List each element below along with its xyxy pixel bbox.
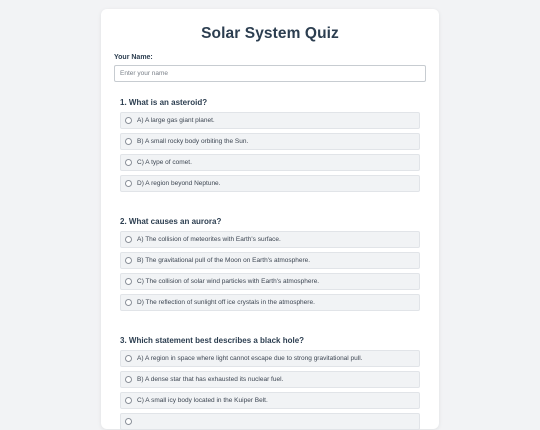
question-text: 3. Which statement best describes a black hole? xyxy=(120,336,305,345)
question-2 xyxy=(120,216,420,311)
option-label: C) A small icy body located in the Kuiper Belt. xyxy=(137,397,268,404)
name-label: Your Name: xyxy=(114,54,153,61)
page-title: Solar System Quiz xyxy=(201,25,339,42)
q3-option-c[interactable] xyxy=(120,392,420,409)
option-label: A) The collision of meteorites with Earth's surface. xyxy=(137,236,281,243)
q1-option-b[interactable] xyxy=(120,133,420,150)
radio-button[interactable] xyxy=(125,257,132,264)
name-input[interactable] xyxy=(114,65,426,82)
question-1 xyxy=(120,97,420,192)
q2-option-c[interactable] xyxy=(120,273,420,290)
q3-option-b[interactable] xyxy=(120,371,420,388)
radio-button[interactable] xyxy=(125,397,132,404)
question-3 xyxy=(120,335,420,430)
q2-option-b[interactable] xyxy=(120,252,420,269)
question-text: 2. What causes an aurora? xyxy=(120,217,222,226)
radio-button[interactable] xyxy=(125,299,132,306)
option-label: C) The collision of solar wind particles with Earth's atmosphere. xyxy=(137,278,320,285)
q2-option-d[interactable] xyxy=(120,294,420,311)
option-label: D) The reflection of sunlight off ice crystals in the atmosphere. xyxy=(137,299,315,306)
radio-button[interactable] xyxy=(125,418,132,425)
q3-option-a[interactable] xyxy=(120,350,420,367)
option-label: A) A large gas giant planet. xyxy=(137,117,215,124)
option-label: A) A region in space where light cannot escape due to strong gravitational pull. xyxy=(137,355,363,362)
radio-button[interactable] xyxy=(125,278,132,285)
radio-button[interactable] xyxy=(125,355,132,362)
question-text: 1. What is an asteroid? xyxy=(120,98,208,107)
radio-button[interactable] xyxy=(125,138,132,145)
q1-option-c[interactable] xyxy=(120,154,420,171)
radio-button[interactable] xyxy=(125,236,132,243)
radio-button[interactable] xyxy=(125,159,132,166)
q1-option-a[interactable] xyxy=(120,112,420,129)
q2-option-a[interactable] xyxy=(120,231,420,248)
radio-button[interactable] xyxy=(125,376,132,383)
option-label: B) A small rocky body orbiting the Sun. xyxy=(137,138,249,145)
q3-option-d[interactable] xyxy=(120,413,420,430)
option-label: C) A type of comet. xyxy=(137,159,192,166)
radio-button[interactable] xyxy=(125,117,132,124)
quiz-card xyxy=(101,9,439,429)
option-label: B) A dense star that has exhausted its nuclear fuel. xyxy=(137,376,284,383)
radio-button[interactable] xyxy=(125,180,132,187)
option-label: D) A region beyond Neptune. xyxy=(137,180,221,187)
option-label: B) The gravitational pull of the Moon on Earth's atmosphere. xyxy=(137,257,311,264)
q1-option-d[interactable] xyxy=(120,175,420,192)
